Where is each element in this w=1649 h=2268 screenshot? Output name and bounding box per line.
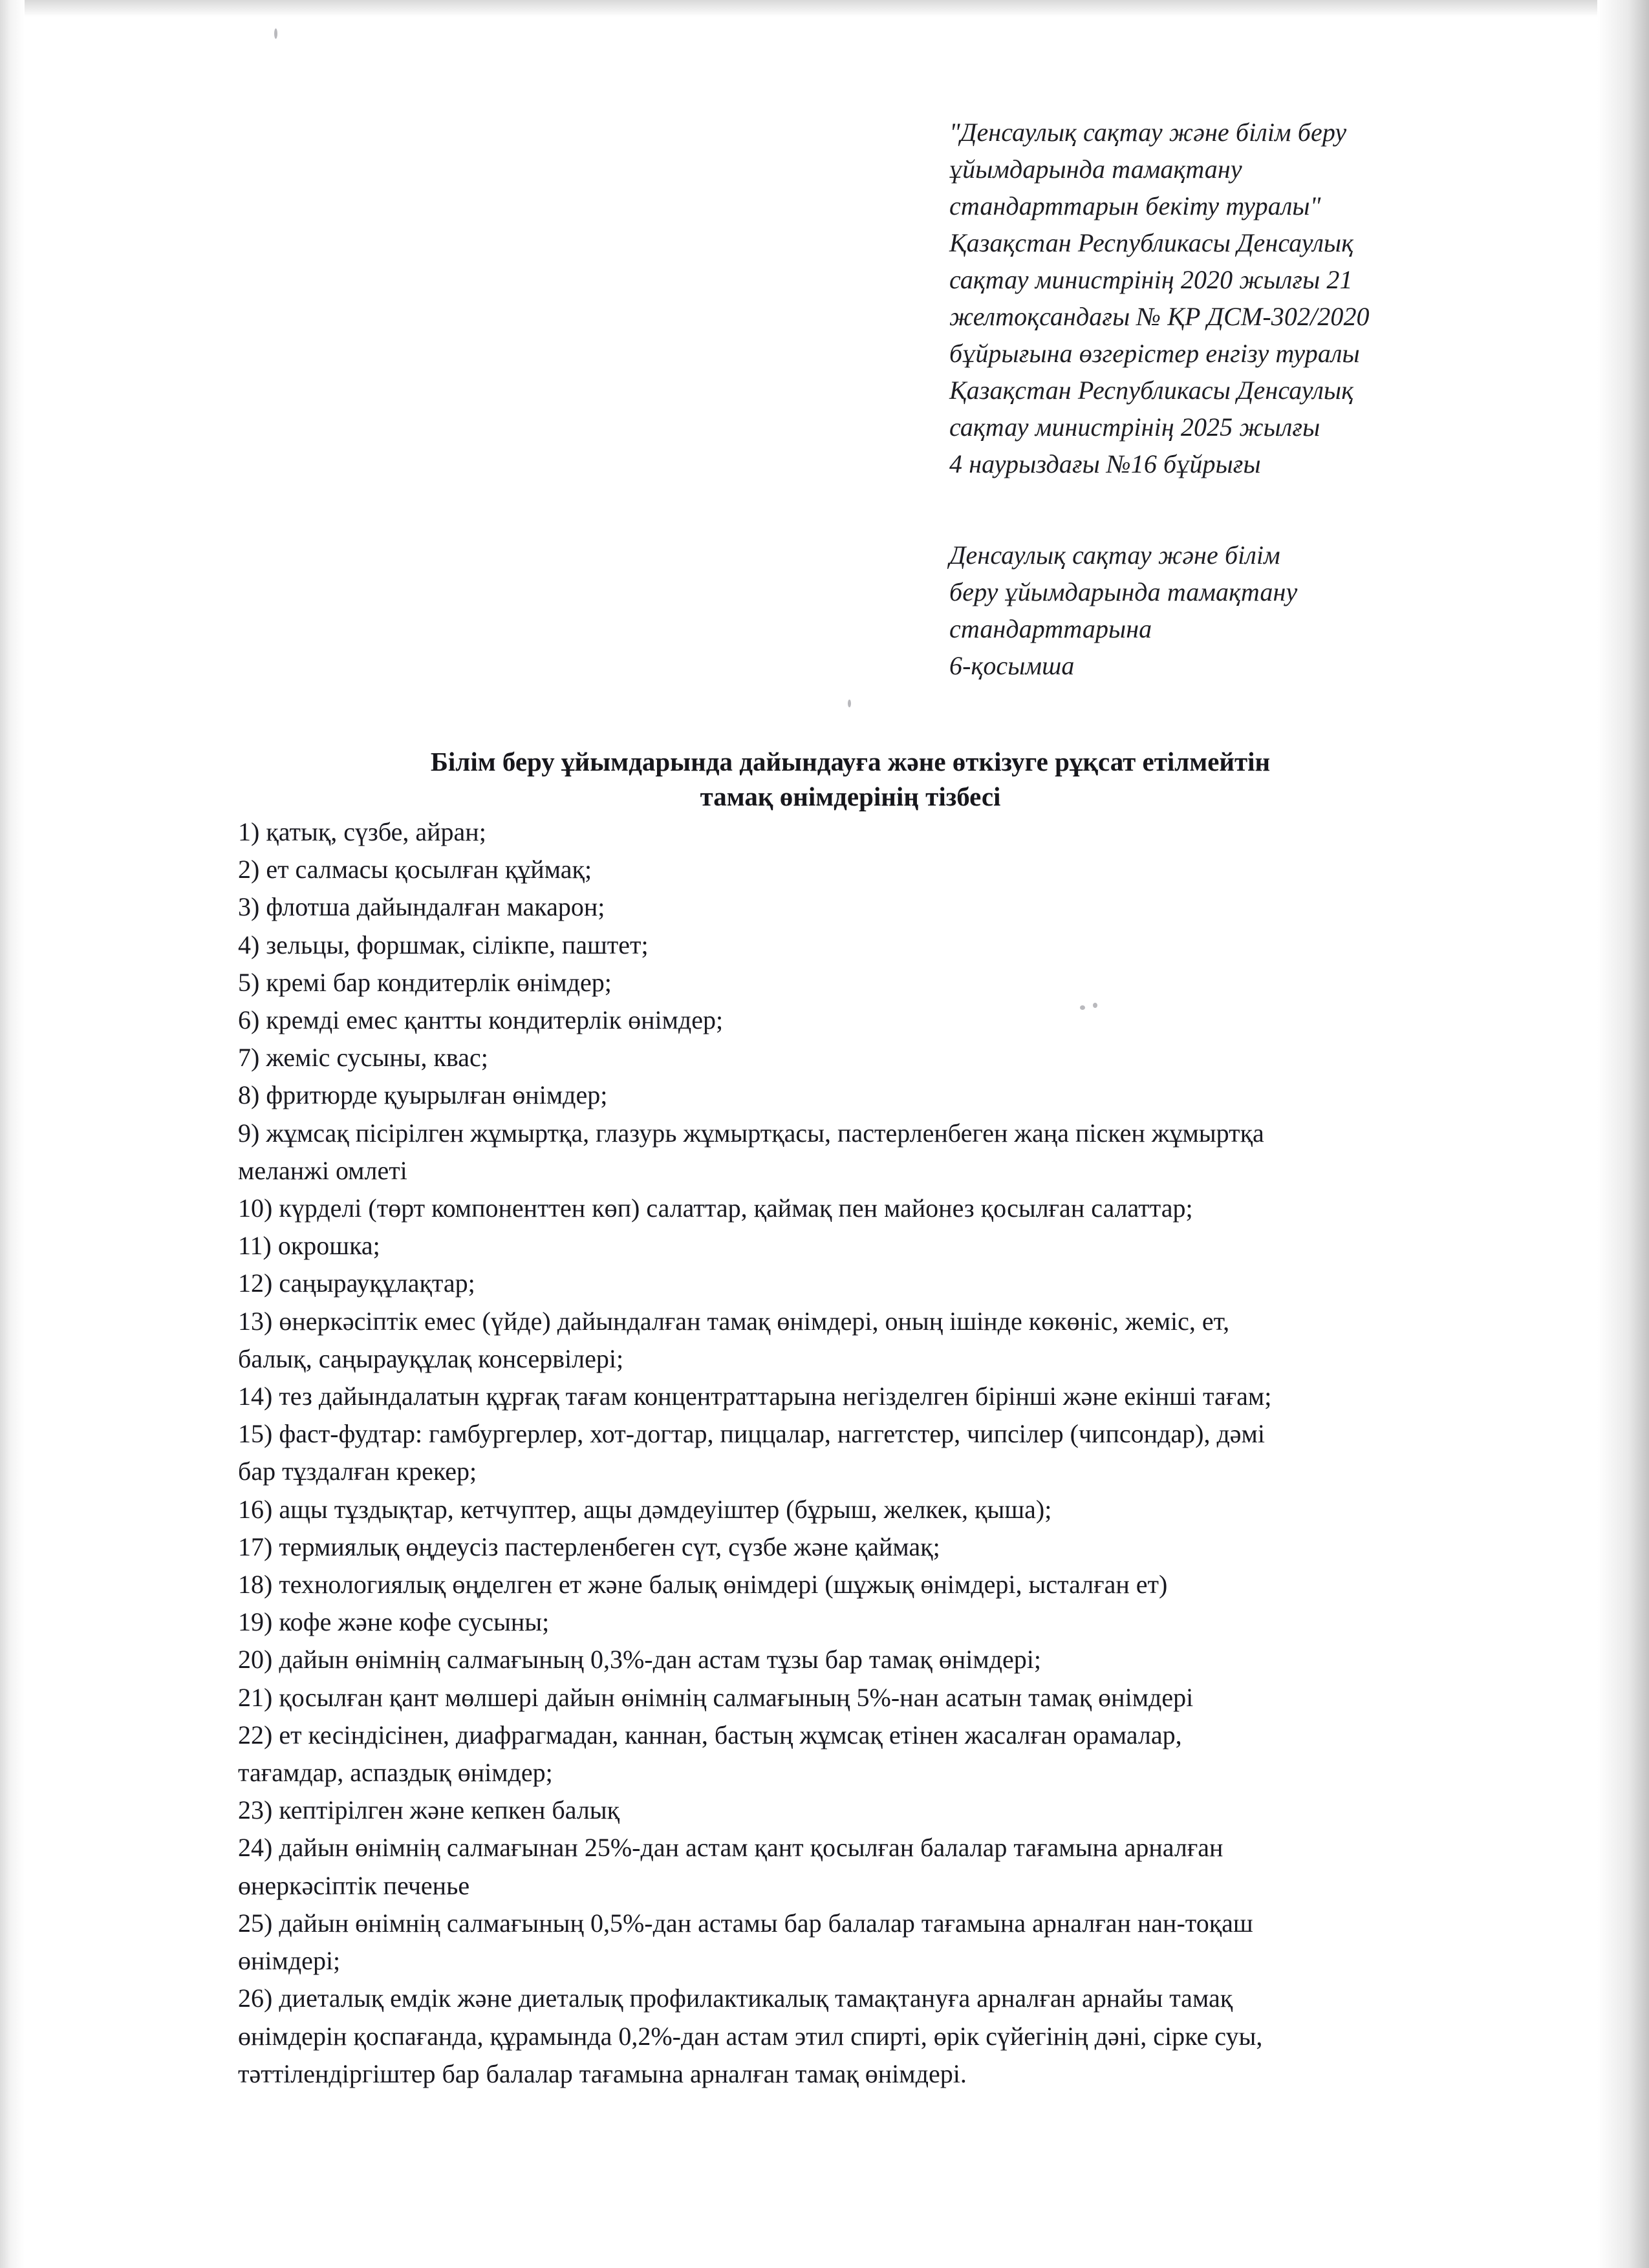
list-item: 18) технологиялық өңделген ет және балық өнімдері (шұжық өнімдері, ысталған ет) [238,1570,1168,1599]
order-reference-line: стандарттарын бекіту туралы" [949,191,1321,220]
list-item: 12) саңырауқұлақтар; [238,1268,475,1298]
list-item: 5) кремі бар кондитерлік өнімдер; [238,967,612,997]
list-item: 9) жұмсақ пісірілген жұмыртқа, глазурь жұмыртқасы, пастерленбеген жаңа піскен жұмыртқа [238,1118,1264,1148]
list-item-continuation: өнеркәсіптік печенье [238,1870,470,1900]
list-item-continuation: бар тұздалған крекер; [238,1457,477,1486]
order-reference-line: бұйрығына өзгерістер енгізу туралы [949,339,1360,368]
order-reference-line: 4 наурыздағы №16 бұйрығы [949,449,1261,478]
order-reference-line: сақтау министрінің 2020 жылғы 21 [949,265,1353,294]
list-item: 2) ет салмасы қосылған құймақ; [238,855,592,884]
prohibited-products-list [238,813,1473,2093]
list-item: 20) дайын өнімнің салмағының 0,3%-дан астам тұзы бар тамақ өнімдері; [238,1645,1042,1674]
list-item: 26) диеталық емдік және диеталық профилактикалық тамақтануға арналған арнайы тамақ [238,1984,1233,2013]
list-item: 4) зельцы, форшмак, сілікпе, паштет; [238,930,649,959]
annex-reference-line: стандарттарына [949,614,1152,643]
list-item: 3) флотша дайындалған макарон; [238,892,605,922]
list-item-continuation: тәттілендіргіштер бар балалар тағамына арналған тамақ өнімдері. [238,2059,967,2088]
order-reference-line: Қазақстан Республикасы Денсаулық [949,376,1354,405]
list-item: 11) окрошка; [238,1231,380,1261]
annex-reference-block [949,537,1480,684]
list-item: 17) термиялық өңдеусіз пастерленбеген сүт, сүзбе және қаймақ; [238,1532,940,1561]
list-item: 25) дайын өнімнің салмағының 0,5%-дан астамы бар балалар тағамына арналған нан-тоқаш [238,1908,1253,1938]
list-item-continuation: меланжі омлеті [238,1155,407,1185]
list-item-continuation: өнімдері; [238,1946,341,1976]
list-item: 24) дайын өнімнің салмағынан 25%-дан астам қант қосылған балалар тағамына арналған [238,1833,1223,1863]
page-title-line-1: Білім беру ұйымдарында дайындауға және өткізуге рұқсат етілмейтін [430,747,1271,776]
page-title [220,745,1481,814]
order-reference-line: Қазақстан Республикасы Денсаулық [949,228,1354,257]
list-item: 7) жеміс сусыны, квас; [238,1043,488,1073]
list-item: 19) кофе және кофе сусыны; [238,1607,550,1637]
list-item: 14) тез дайындалатын құрғақ тағам концентраттарына негізделген бірінші және екінші тағам; [238,1382,1272,1411]
scan-speck [274,28,277,39]
list-item: 1) қатық, сүзбе, айран; [238,817,486,846]
list-item: 15) фаст-фудтар: гамбургерлер, хот-догтар, пиццалар, наггетстер, чипсілер (чипсондар), дәмі [238,1419,1265,1449]
list-item: 23) кептірілген және кепкен балық [238,1795,620,1825]
list-item: 22) ет кесіндісінен, диафрагмадан, каннан, бастың жұмсақ етінен жасалған орамалар, [238,1720,1182,1749]
order-reference-line: ұйымдарында тамақтану [949,155,1242,184]
list-item: 6) кремді емес қантты кондитерлік өнімдер; [238,1005,724,1035]
list-item-continuation: өнімдерін қоспағанда, құрамында 0,2%-дан астам этил спирті, өрік сүйегінің дәні, сірке суы, [238,2021,1263,2051]
list-item: 8) фритюрде қуырылған өнімдер; [238,1080,608,1110]
list-item-continuation: тағамдар, аспаздық өнімдер; [238,1758,553,1788]
order-reference-line: "Денсаулық сақтау және білім беру [949,118,1347,147]
annex-number: 6-қосымша [949,651,1075,680]
list-item: 13) өнеркәсіптік емес (үйде) дайындалған тамақ өнімдері, оның ішінде көкөніс, жеміс, ет, [238,1306,1230,1336]
order-reference-block [949,114,1480,482]
list-item: 10) күрделі (төрт компоненттен көп) салаттар, қаймақ пен майонез қосылған салаттар; [238,1193,1193,1223]
list-item: 16) ащы тұздықтар, кетчуптер, ащы дәмдеуіштер (бұрыш, желкек, қыша); [238,1494,1052,1524]
order-reference-line: желтоқсандағы № ҚР ДСМ-302/2020 [949,302,1370,331]
annex-reference-line: беру ұйымдарында тамақтану [949,577,1298,606]
list-item: 21) қосылған қант мөлшері дайын өнімнің салмағының 5%-нан асатын тамақ өнімдері [238,1682,1194,1712]
annex-reference-line: Денсаулық сақтау және білім [949,540,1280,570]
scan-speck [848,700,851,707]
order-reference-line: сақтау министрінің 2025 жылғы [949,412,1320,442]
page-title-line-2: тамақ өнімдерінің тізбесі [700,782,1001,811]
list-item-continuation: балық, саңырауқұлақ консервілері; [238,1343,624,1373]
